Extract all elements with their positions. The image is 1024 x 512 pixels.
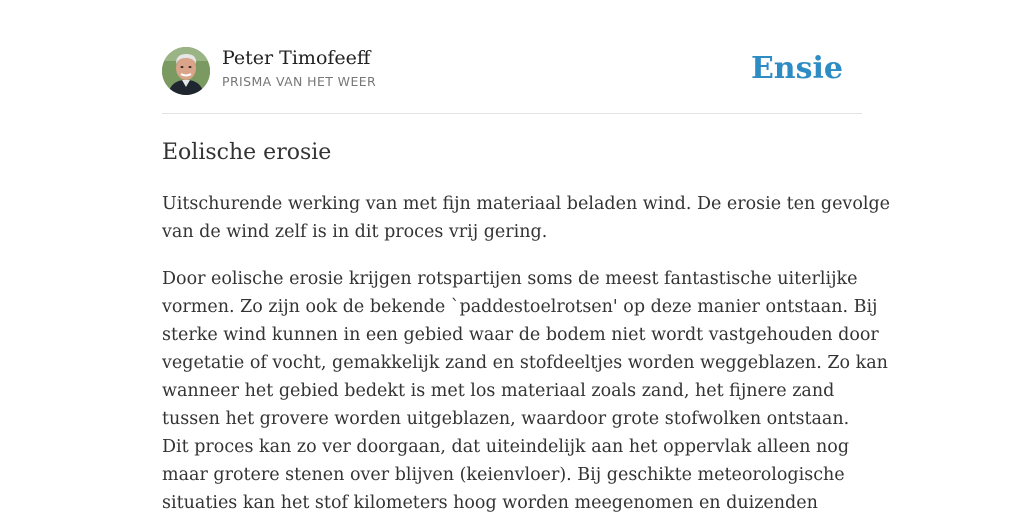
text-line: Door eolische erosie krijgen rotspartijen soms de meest fantastische uiterlijke [162, 269, 858, 289]
article-title: Eolische erosie [162, 140, 332, 165]
author-header [162, 46, 862, 114]
text-line: sterke wind kunnen in een gebied waar de bodem niet wordt vastgehouden door [162, 325, 879, 345]
text-line: vormen. Zo zijn ook de bekende `paddestoelrotsen' op deze manier ontstaan. Bij [162, 297, 878, 317]
text-line: maar grotere stenen over blijven (keienvloer). Bij geschikte meteorologische [162, 465, 845, 485]
header-divider [162, 113, 862, 114]
text-line: vegetatie of vocht, gemakkelijk zand en stofdeeltjes worden weggeblazen. Zo kan [162, 353, 888, 373]
text-line: Uitschurende werking van met fijn materiaal beladen wind. De erosie ten gevolge [162, 194, 891, 214]
paragraph [162, 190, 891, 246]
ensie-logo[interactable]: Ensie [750, 51, 843, 86]
text-line: Dit proces kan zo ver doorgaan, dat uiteindelijk aan het oppervlak alleen nog [162, 437, 850, 457]
text-line: wanneer het gebied bedekt is met los materiaal zoals zand, het fijnere zand [162, 381, 835, 401]
article-body [162, 190, 891, 512]
author-avatar[interactable] [162, 47, 210, 95]
text-line: situaties kan het stof kilometers hoog worden meegenomen en duizenden [162, 493, 818, 512]
text-line: van de wind zelf is in dit proces vrij gering. [162, 222, 548, 242]
author-source[interactable]: PRISMA VAN HET WEER [222, 74, 377, 89]
text-line: tussen het grovere worden uitgeblazen, waardoor grote stofwolken ontstaan. [162, 409, 850, 429]
author-photo-icon [162, 47, 210, 95]
paragraph [162, 265, 888, 512]
author-name[interactable]: Peter Timofeeff [222, 47, 371, 69]
